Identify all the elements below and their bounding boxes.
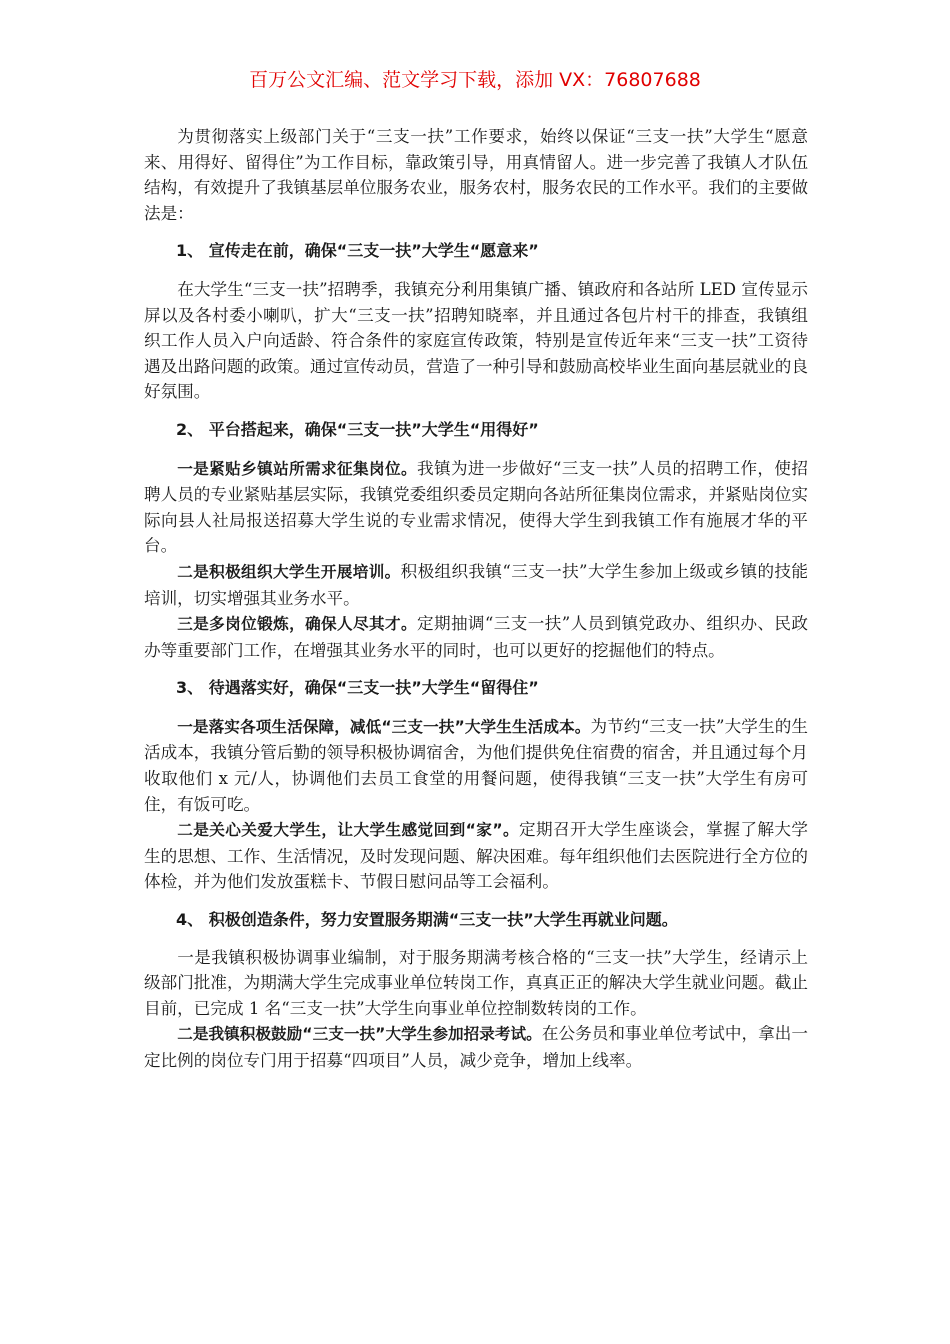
section-3-paragraph-2-lead: 二是关心关爱大学生，让大学生感觉回到“家”。 [177,821,520,840]
section-4-paragraph-1 [144,945,808,1022]
intro-paragraph: 为贯彻落实上级部门关于“三支一扶”工作要求，始终以保证“三支一扶”大学生“愿意来、用得好、留得住”为工作目标，靠政策引导，用真情留人。进一步完善了我镇人才队伍结构，有效提升了我镇基层单位服务农业，服务农村，服务农民的工作水平。我们的主要做法是： [144,127,808,223]
section-3-heading: 3、 待遇落实好，确保“三支一扶”大学生“留得住” [176,678,539,698]
section-3-paragraph-2 [144,817,808,895]
section-2-paragraph-2 [144,559,808,611]
promo-banner: 百万公文汇编、范文学习下载，添加 VX：76807688 [249,69,701,91]
section-1-heading: 1、 宣传走在前，确保“三支一扶”大学生“愿意来” [176,241,539,261]
section-1-paragraph-1-text: 在大学生“三支一扶”招聘季，我镇充分利用集镇广播、镇政府和各站所 LED 宣传显示屏以及各村委小喇叭，扩大“三支一扶”招聘知晓率，并且通过各包片村干的排查，我镇组织工作人员入户向适龄、符合条件的家庭宣传政策，特别是宣传近年来“三支一扶”工资待遇及出路问题的政策。通过宣传动员，营造了一种引导和鼓励高校毕业生面向基层就业的良好氛围。 [144,279,808,402]
section-3-paragraph-1-text: 为节约“三支一扶”大学生的生活成本，我镇分管后勤的领导积极协调宿舍，为他们提供免住宿费的宿舍，并且通过每个月收取他们 x 元/人，协调他们去员工食堂的用餐问题，使得我镇“三支一扶”大学生有房可住，有饭可吃。 [144,716,808,814]
section-2-paragraph-3 [144,611,808,663]
section-4-paragraph-2 [144,1021,808,1073]
section-2-paragraph-2-lead: 二是积极组织大学生开展培训。 [177,562,401,581]
section-2-paragraph-1 [144,456,808,559]
section-4-heading: 4、 积极创造条件，努力安置服务期满“三支一扶”大学生再就业问题。 [176,910,678,930]
section-2-paragraph-1-lead: 一是紧贴乡镇站所需求征集岗位。 [177,459,417,478]
section-2-paragraph-2-text: 积极组织我镇“三支一扶”大学生参加上级或乡镇的技能培训，切实增强其业务水平。 [144,561,808,608]
section-3-paragraph-2-text: 定期召开大学生座谈会，掌握了解大学生的思想、工作、生活情况，及时发现问题、解决困难。每年组织他们去医院进行全方位的体检，并为他们发放蛋糕卡、节假日慰问品等工会福利。 [144,820,809,892]
document-body [144,124,808,1074]
section-4-paragraph-2-text: 在公务员和事业单位考试中，拿出一定比例的岗位专门用于招募“四项目”人员，减少竞争，增加上线率。 [144,1024,809,1070]
section-3-paragraph-1 [144,714,808,817]
section-4-paragraph-1-text: 一是我镇积极协调事业编制，对于服务期满考核合格的“三支一扶”大学生，经请示上级部门批准，为期满大学生完成事业单位转岗工作，真真正正的解决大学生就业问题。截止目前，已完成 1 名“三支一扶”大学生向事业单位控制数转岗的工作。 [144,947,808,1018]
section-1-paragraph-1 [144,277,808,405]
section-2-paragraph-3-lead: 三是多岗位锻炼，确保人尽其才。 [177,615,417,634]
section-2-paragraph-1-text: 我镇为进一步做好“三支一扶”人员的招聘工作，使招聘人员的专业紧贴基层实际，我镇党委组织委员定期向各站所征集岗位需求，并紧贴岗位实际向县人社局报送招募大学生说的专业需求情况，使得大学生到我镇工作有施展才华的平台。 [144,458,808,556]
section-2-heading: 2、 平台搭起来，确保“三支一扶”大学生“用得好” [176,419,539,439]
section-4-paragraph-2-lead: 二是我镇积极鼓励“三支一扶”大学生参加招录考试。 [177,1025,542,1044]
section-3-paragraph-1-lead: 一是落实各项生活保障，减低“三支一扶”大学生生活成本。 [177,717,591,736]
section-2-paragraph-3-text: 定期抽调“三支一扶”人员到镇党政办、组织办、民政办等重要部门工作，在增强其业务水平的同时，也可以更好的挖掘他们的特点。 [144,614,808,660]
